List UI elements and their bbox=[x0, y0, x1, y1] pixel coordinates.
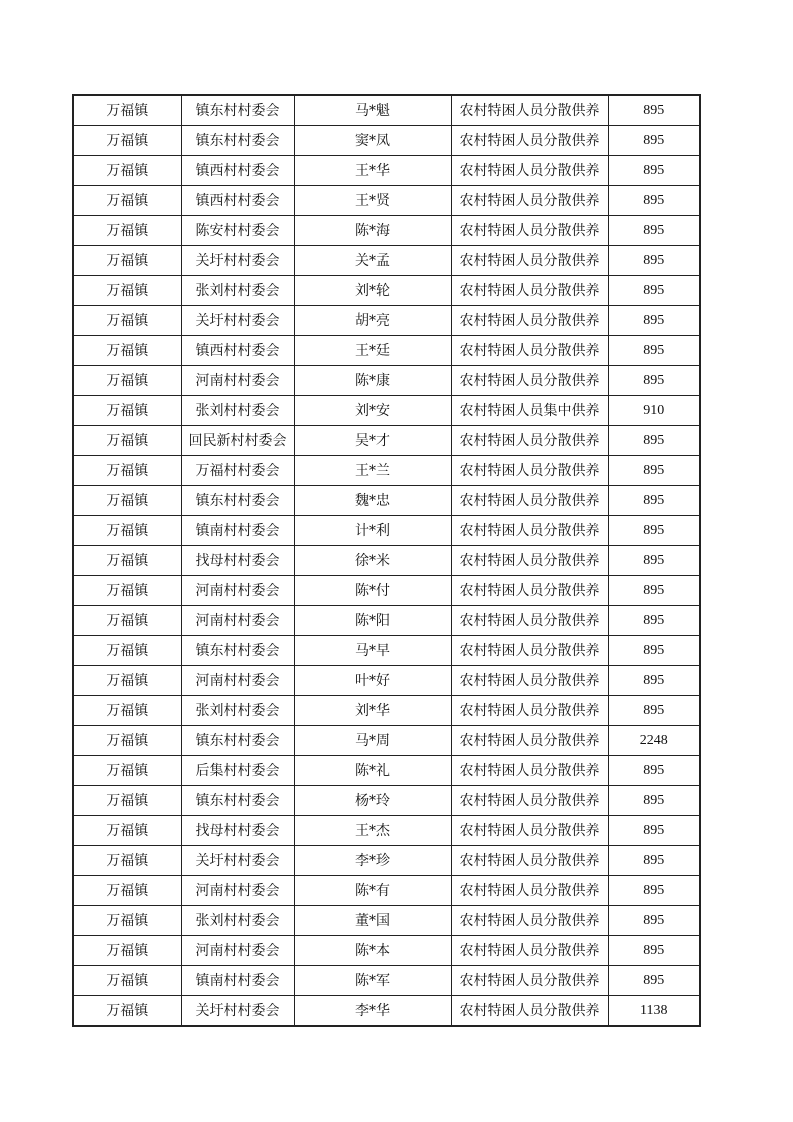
village-cell: 镇东村村委会 bbox=[181, 95, 294, 126]
recipient-name-cell: 陈*礼 bbox=[294, 756, 451, 786]
amount-cell: 895 bbox=[608, 696, 700, 726]
village-cell: 镇东村村委会 bbox=[181, 636, 294, 666]
village-cell: 镇东村村委会 bbox=[181, 786, 294, 816]
village-cell: 河南村村委会 bbox=[181, 876, 294, 906]
support-type-cell: 农村特困人员分散供养 bbox=[451, 606, 608, 636]
recipient-name-cell: 陈*海 bbox=[294, 216, 451, 246]
support-type-cell: 农村特困人员分散供养 bbox=[451, 906, 608, 936]
table-row bbox=[73, 816, 700, 846]
town-cell: 万福镇 bbox=[73, 576, 181, 606]
town-cell: 万福镇 bbox=[73, 546, 181, 576]
table-row bbox=[73, 906, 700, 936]
recipient-name-cell: 王*杰 bbox=[294, 816, 451, 846]
table-row bbox=[73, 486, 700, 516]
town-cell: 万福镇 bbox=[73, 696, 181, 726]
table-row bbox=[73, 156, 700, 186]
table-row bbox=[73, 726, 700, 756]
village-cell: 镇南村村委会 bbox=[181, 516, 294, 546]
table-row bbox=[73, 456, 700, 486]
amount-cell: 895 bbox=[608, 456, 700, 486]
village-cell: 河南村村委会 bbox=[181, 606, 294, 636]
support-type-cell: 农村特困人员分散供养 bbox=[451, 816, 608, 846]
support-type-cell: 农村特困人员分散供养 bbox=[451, 306, 608, 336]
village-cell: 张刘村村委会 bbox=[181, 276, 294, 306]
town-cell: 万福镇 bbox=[73, 936, 181, 966]
amount-cell: 895 bbox=[608, 876, 700, 906]
table-row bbox=[73, 95, 700, 126]
support-type-cell: 农村特困人员分散供养 bbox=[451, 846, 608, 876]
support-type-cell: 农村特困人员分散供养 bbox=[451, 95, 608, 126]
support-type-cell: 农村特困人员分散供养 bbox=[451, 666, 608, 696]
support-type-cell: 农村特困人员分散供养 bbox=[451, 216, 608, 246]
recipient-name-cell: 王*华 bbox=[294, 156, 451, 186]
village-cell: 张刘村村委会 bbox=[181, 396, 294, 426]
amount-cell: 895 bbox=[608, 216, 700, 246]
table-row bbox=[73, 846, 700, 876]
recipient-name-cell: 陈*军 bbox=[294, 966, 451, 996]
village-cell: 河南村村委会 bbox=[181, 936, 294, 966]
town-cell: 万福镇 bbox=[73, 726, 181, 756]
support-type-cell: 农村特困人员分散供养 bbox=[451, 726, 608, 756]
village-cell: 镇南村村委会 bbox=[181, 966, 294, 996]
town-cell: 万福镇 bbox=[73, 786, 181, 816]
table-row bbox=[73, 996, 700, 1027]
recipient-name-cell: 刘*轮 bbox=[294, 276, 451, 306]
town-cell: 万福镇 bbox=[73, 996, 181, 1027]
table-row bbox=[73, 246, 700, 276]
table-row bbox=[73, 876, 700, 906]
support-type-cell: 农村特困人员分散供养 bbox=[451, 576, 608, 606]
town-cell: 万福镇 bbox=[73, 186, 181, 216]
table-row bbox=[73, 546, 700, 576]
village-cell: 镇东村村委会 bbox=[181, 126, 294, 156]
amount-cell: 895 bbox=[608, 426, 700, 456]
amount-cell: 895 bbox=[608, 636, 700, 666]
support-type-cell: 农村特困人员分散供养 bbox=[451, 246, 608, 276]
town-cell: 万福镇 bbox=[73, 126, 181, 156]
amount-cell: 895 bbox=[608, 786, 700, 816]
village-cell: 关圩村村委会 bbox=[181, 996, 294, 1027]
amount-cell: 895 bbox=[608, 156, 700, 186]
support-type-cell: 农村特困人员分散供养 bbox=[451, 276, 608, 306]
recipient-name-cell: 马*早 bbox=[294, 636, 451, 666]
support-type-cell: 农村特困人员分散供养 bbox=[451, 336, 608, 366]
recipient-name-cell: 王*贤 bbox=[294, 186, 451, 216]
support-type-cell: 农村特困人员分散供养 bbox=[451, 696, 608, 726]
support-type-cell: 农村特困人员分散供养 bbox=[451, 786, 608, 816]
town-cell: 万福镇 bbox=[73, 906, 181, 936]
table-row bbox=[73, 666, 700, 696]
town-cell: 万福镇 bbox=[73, 666, 181, 696]
recipient-name-cell: 马*周 bbox=[294, 726, 451, 756]
town-cell: 万福镇 bbox=[73, 846, 181, 876]
table-body bbox=[73, 95, 700, 1026]
town-cell: 万福镇 bbox=[73, 95, 181, 126]
village-cell: 关圩村村委会 bbox=[181, 306, 294, 336]
town-cell: 万福镇 bbox=[73, 516, 181, 546]
recipient-name-cell: 吴*才 bbox=[294, 426, 451, 456]
town-cell: 万福镇 bbox=[73, 876, 181, 906]
support-type-cell: 农村特困人员分散供养 bbox=[451, 186, 608, 216]
amount-cell: 895 bbox=[608, 276, 700, 306]
village-cell: 镇东村村委会 bbox=[181, 726, 294, 756]
recipient-name-cell: 陈*有 bbox=[294, 876, 451, 906]
support-type-cell: 农村特困人员分散供养 bbox=[451, 456, 608, 486]
support-type-cell: 农村特困人员分散供养 bbox=[451, 156, 608, 186]
table-row bbox=[73, 786, 700, 816]
table-row bbox=[73, 426, 700, 456]
amount-cell: 895 bbox=[608, 246, 700, 276]
amount-cell: 895 bbox=[608, 366, 700, 396]
table-row bbox=[73, 756, 700, 786]
table-row bbox=[73, 936, 700, 966]
village-cell: 河南村村委会 bbox=[181, 666, 294, 696]
recipient-name-cell: 刘*安 bbox=[294, 396, 451, 426]
village-cell: 河南村村委会 bbox=[181, 576, 294, 606]
support-type-cell: 农村特困人员分散供养 bbox=[451, 936, 608, 966]
town-cell: 万福镇 bbox=[73, 636, 181, 666]
recipient-name-cell: 魏*忠 bbox=[294, 486, 451, 516]
amount-cell: 895 bbox=[608, 846, 700, 876]
village-cell: 关圩村村委会 bbox=[181, 246, 294, 276]
town-cell: 万福镇 bbox=[73, 216, 181, 246]
amount-cell: 895 bbox=[608, 756, 700, 786]
table-row bbox=[73, 966, 700, 996]
support-type-cell: 农村特困人员分散供养 bbox=[451, 516, 608, 546]
table-row bbox=[73, 336, 700, 366]
recipient-name-cell: 关*孟 bbox=[294, 246, 451, 276]
amount-cell: 1138 bbox=[608, 996, 700, 1027]
village-cell: 后集村村委会 bbox=[181, 756, 294, 786]
table-row bbox=[73, 306, 700, 336]
relief-recipient-table bbox=[72, 94, 701, 1027]
table-row bbox=[73, 516, 700, 546]
village-cell: 回民新村村委会 bbox=[181, 426, 294, 456]
town-cell: 万福镇 bbox=[73, 426, 181, 456]
town-cell: 万福镇 bbox=[73, 336, 181, 366]
village-cell: 镇西村村委会 bbox=[181, 336, 294, 366]
recipient-name-cell: 刘*华 bbox=[294, 696, 451, 726]
amount-cell: 895 bbox=[608, 336, 700, 366]
amount-cell: 895 bbox=[608, 606, 700, 636]
recipient-name-cell: 陈*本 bbox=[294, 936, 451, 966]
recipient-name-cell: 胡*亮 bbox=[294, 306, 451, 336]
amount-cell: 895 bbox=[608, 576, 700, 606]
amount-cell: 895 bbox=[608, 906, 700, 936]
village-cell: 河南村村委会 bbox=[181, 366, 294, 396]
amount-cell: 895 bbox=[608, 306, 700, 336]
recipient-name-cell: 计*利 bbox=[294, 516, 451, 546]
table-row bbox=[73, 396, 700, 426]
recipient-name-cell: 陈*付 bbox=[294, 576, 451, 606]
village-cell: 找母村村委会 bbox=[181, 816, 294, 846]
town-cell: 万福镇 bbox=[73, 756, 181, 786]
town-cell: 万福镇 bbox=[73, 156, 181, 186]
recipient-name-cell: 陈*康 bbox=[294, 366, 451, 396]
support-type-cell: 农村特困人员分散供养 bbox=[451, 486, 608, 516]
recipient-name-cell: 王*廷 bbox=[294, 336, 451, 366]
village-cell: 万福村村委会 bbox=[181, 456, 294, 486]
amount-cell: 895 bbox=[608, 546, 700, 576]
table-row bbox=[73, 276, 700, 306]
table-row bbox=[73, 606, 700, 636]
table-row bbox=[73, 696, 700, 726]
amount-cell: 895 bbox=[608, 126, 700, 156]
support-type-cell: 农村特困人员分散供养 bbox=[451, 756, 608, 786]
recipient-name-cell: 王*兰 bbox=[294, 456, 451, 486]
support-type-cell: 农村特困人员分散供养 bbox=[451, 636, 608, 666]
recipient-name-cell: 陈*阳 bbox=[294, 606, 451, 636]
table-row bbox=[73, 126, 700, 156]
support-type-cell: 农村特困人员分散供养 bbox=[451, 546, 608, 576]
village-cell: 镇东村村委会 bbox=[181, 486, 294, 516]
recipient-name-cell: 董*国 bbox=[294, 906, 451, 936]
support-type-cell: 农村特困人员分散供养 bbox=[451, 966, 608, 996]
amount-cell: 895 bbox=[608, 666, 700, 696]
table-row bbox=[73, 636, 700, 666]
support-type-cell: 农村特困人员分散供养 bbox=[451, 876, 608, 906]
town-cell: 万福镇 bbox=[73, 486, 181, 516]
town-cell: 万福镇 bbox=[73, 366, 181, 396]
village-cell: 张刘村村委会 bbox=[181, 906, 294, 936]
town-cell: 万福镇 bbox=[73, 606, 181, 636]
recipient-name-cell: 窦*凤 bbox=[294, 126, 451, 156]
amount-cell: 2248 bbox=[608, 726, 700, 756]
town-cell: 万福镇 bbox=[73, 246, 181, 276]
support-type-cell: 农村特困人员分散供养 bbox=[451, 426, 608, 456]
support-type-cell: 农村特困人员分散供养 bbox=[451, 996, 608, 1027]
recipient-name-cell: 徐*米 bbox=[294, 546, 451, 576]
recipient-name-cell: 马*魁 bbox=[294, 95, 451, 126]
amount-cell: 895 bbox=[608, 95, 700, 126]
support-type-cell: 农村特困人员分散供养 bbox=[451, 126, 608, 156]
village-cell: 镇西村村委会 bbox=[181, 156, 294, 186]
town-cell: 万福镇 bbox=[73, 816, 181, 846]
village-cell: 镇西村村委会 bbox=[181, 186, 294, 216]
town-cell: 万福镇 bbox=[73, 276, 181, 306]
recipient-name-cell: 杨*玲 bbox=[294, 786, 451, 816]
town-cell: 万福镇 bbox=[73, 306, 181, 336]
table-row bbox=[73, 186, 700, 216]
town-cell: 万福镇 bbox=[73, 966, 181, 996]
table-row bbox=[73, 366, 700, 396]
village-cell: 关圩村村委会 bbox=[181, 846, 294, 876]
table-row bbox=[73, 216, 700, 246]
recipient-name-cell: 叶*好 bbox=[294, 666, 451, 696]
town-cell: 万福镇 bbox=[73, 396, 181, 426]
table-row bbox=[73, 576, 700, 606]
amount-cell: 895 bbox=[608, 816, 700, 846]
recipient-name-cell: 李*珍 bbox=[294, 846, 451, 876]
amount-cell: 895 bbox=[608, 486, 700, 516]
support-type-cell: 农村特困人员分散供养 bbox=[451, 366, 608, 396]
village-cell: 陈安村村委会 bbox=[181, 216, 294, 246]
amount-cell: 910 bbox=[608, 396, 700, 426]
recipient-name-cell: 李*华 bbox=[294, 996, 451, 1027]
support-type-cell: 农村特困人员集中供养 bbox=[451, 396, 608, 426]
amount-cell: 895 bbox=[608, 966, 700, 996]
amount-cell: 895 bbox=[608, 516, 700, 546]
amount-cell: 895 bbox=[608, 186, 700, 216]
town-cell: 万福镇 bbox=[73, 456, 181, 486]
village-cell: 找母村村委会 bbox=[181, 546, 294, 576]
village-cell: 张刘村村委会 bbox=[181, 696, 294, 726]
amount-cell: 895 bbox=[608, 936, 700, 966]
